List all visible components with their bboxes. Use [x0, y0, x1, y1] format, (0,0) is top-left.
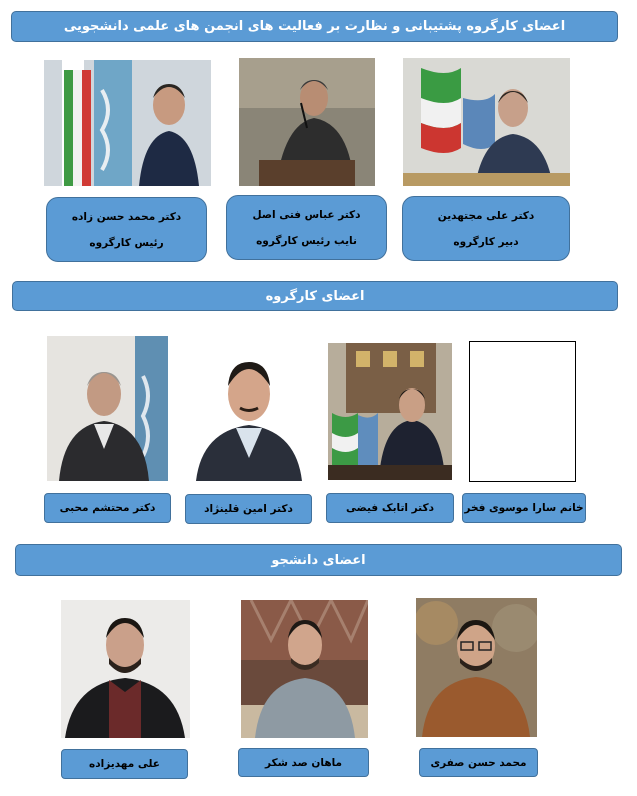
student-name: محمد حسن صفری — [430, 756, 527, 769]
member-name: دکتر محتشم محبی — [59, 502, 156, 514]
student-name: ماهان صد شکر — [264, 756, 343, 769]
section-title-workgroup: اعضای کارگروه — [12, 281, 618, 311]
section-title-students: اعضای دانشجو — [15, 544, 622, 576]
leader-role: دبیر کارگروه — [453, 235, 519, 248]
photo-member-feizi — [328, 343, 452, 480]
photo-member-mohebbi — [47, 336, 168, 481]
leader-card-hassanzadeh — [46, 197, 207, 262]
student-card-sadshekar — [238, 748, 369, 777]
member-name: دکتر امین قلینژاد — [204, 503, 293, 515]
leader-card-fatiasl — [226, 195, 387, 260]
photo-student-sadshekar — [241, 600, 368, 738]
photo-student-safari — [416, 598, 537, 737]
photo-placeholder-mousavi — [469, 341, 576, 482]
photo-leader-hassanzadeh — [44, 60, 211, 186]
member-card-mousavi — [462, 493, 586, 523]
section-title-support: اعضای کارگروه پشتیبانی و نظارت بر فعالیت های انجمن های علمی دانشجویی — [11, 11, 618, 42]
student-card-mahdizadeh — [61, 749, 188, 779]
photo-student-mahdizadeh — [61, 600, 190, 738]
leader-role: نایب رئیس کارگروه — [256, 234, 357, 247]
photo-leader-fatiasl — [239, 58, 375, 186]
member-name: دکتر اتابک فیضی — [346, 502, 434, 514]
leader-role: رئیس کارگروه — [89, 236, 164, 249]
photo-member-gholinezhad — [190, 336, 308, 481]
leader-name: دکتر عباس فتی اصل — [252, 208, 361, 221]
student-name: علی مهدیزاده — [89, 758, 160, 770]
member-card-gholinezhad — [185, 494, 312, 524]
leader-card-mojtahedin — [402, 196, 570, 261]
student-card-safari — [419, 748, 538, 777]
leader-name: دکتر محمد حسن زاده — [71, 210, 182, 223]
member-name: خانم سارا موسوی فخر — [464, 502, 584, 514]
member-card-mohebbi — [44, 493, 171, 523]
member-card-feizi — [326, 493, 454, 523]
photo-leader-mojtahedin — [403, 58, 570, 186]
leader-name: دکتر علی مجتهدین — [437, 209, 535, 222]
